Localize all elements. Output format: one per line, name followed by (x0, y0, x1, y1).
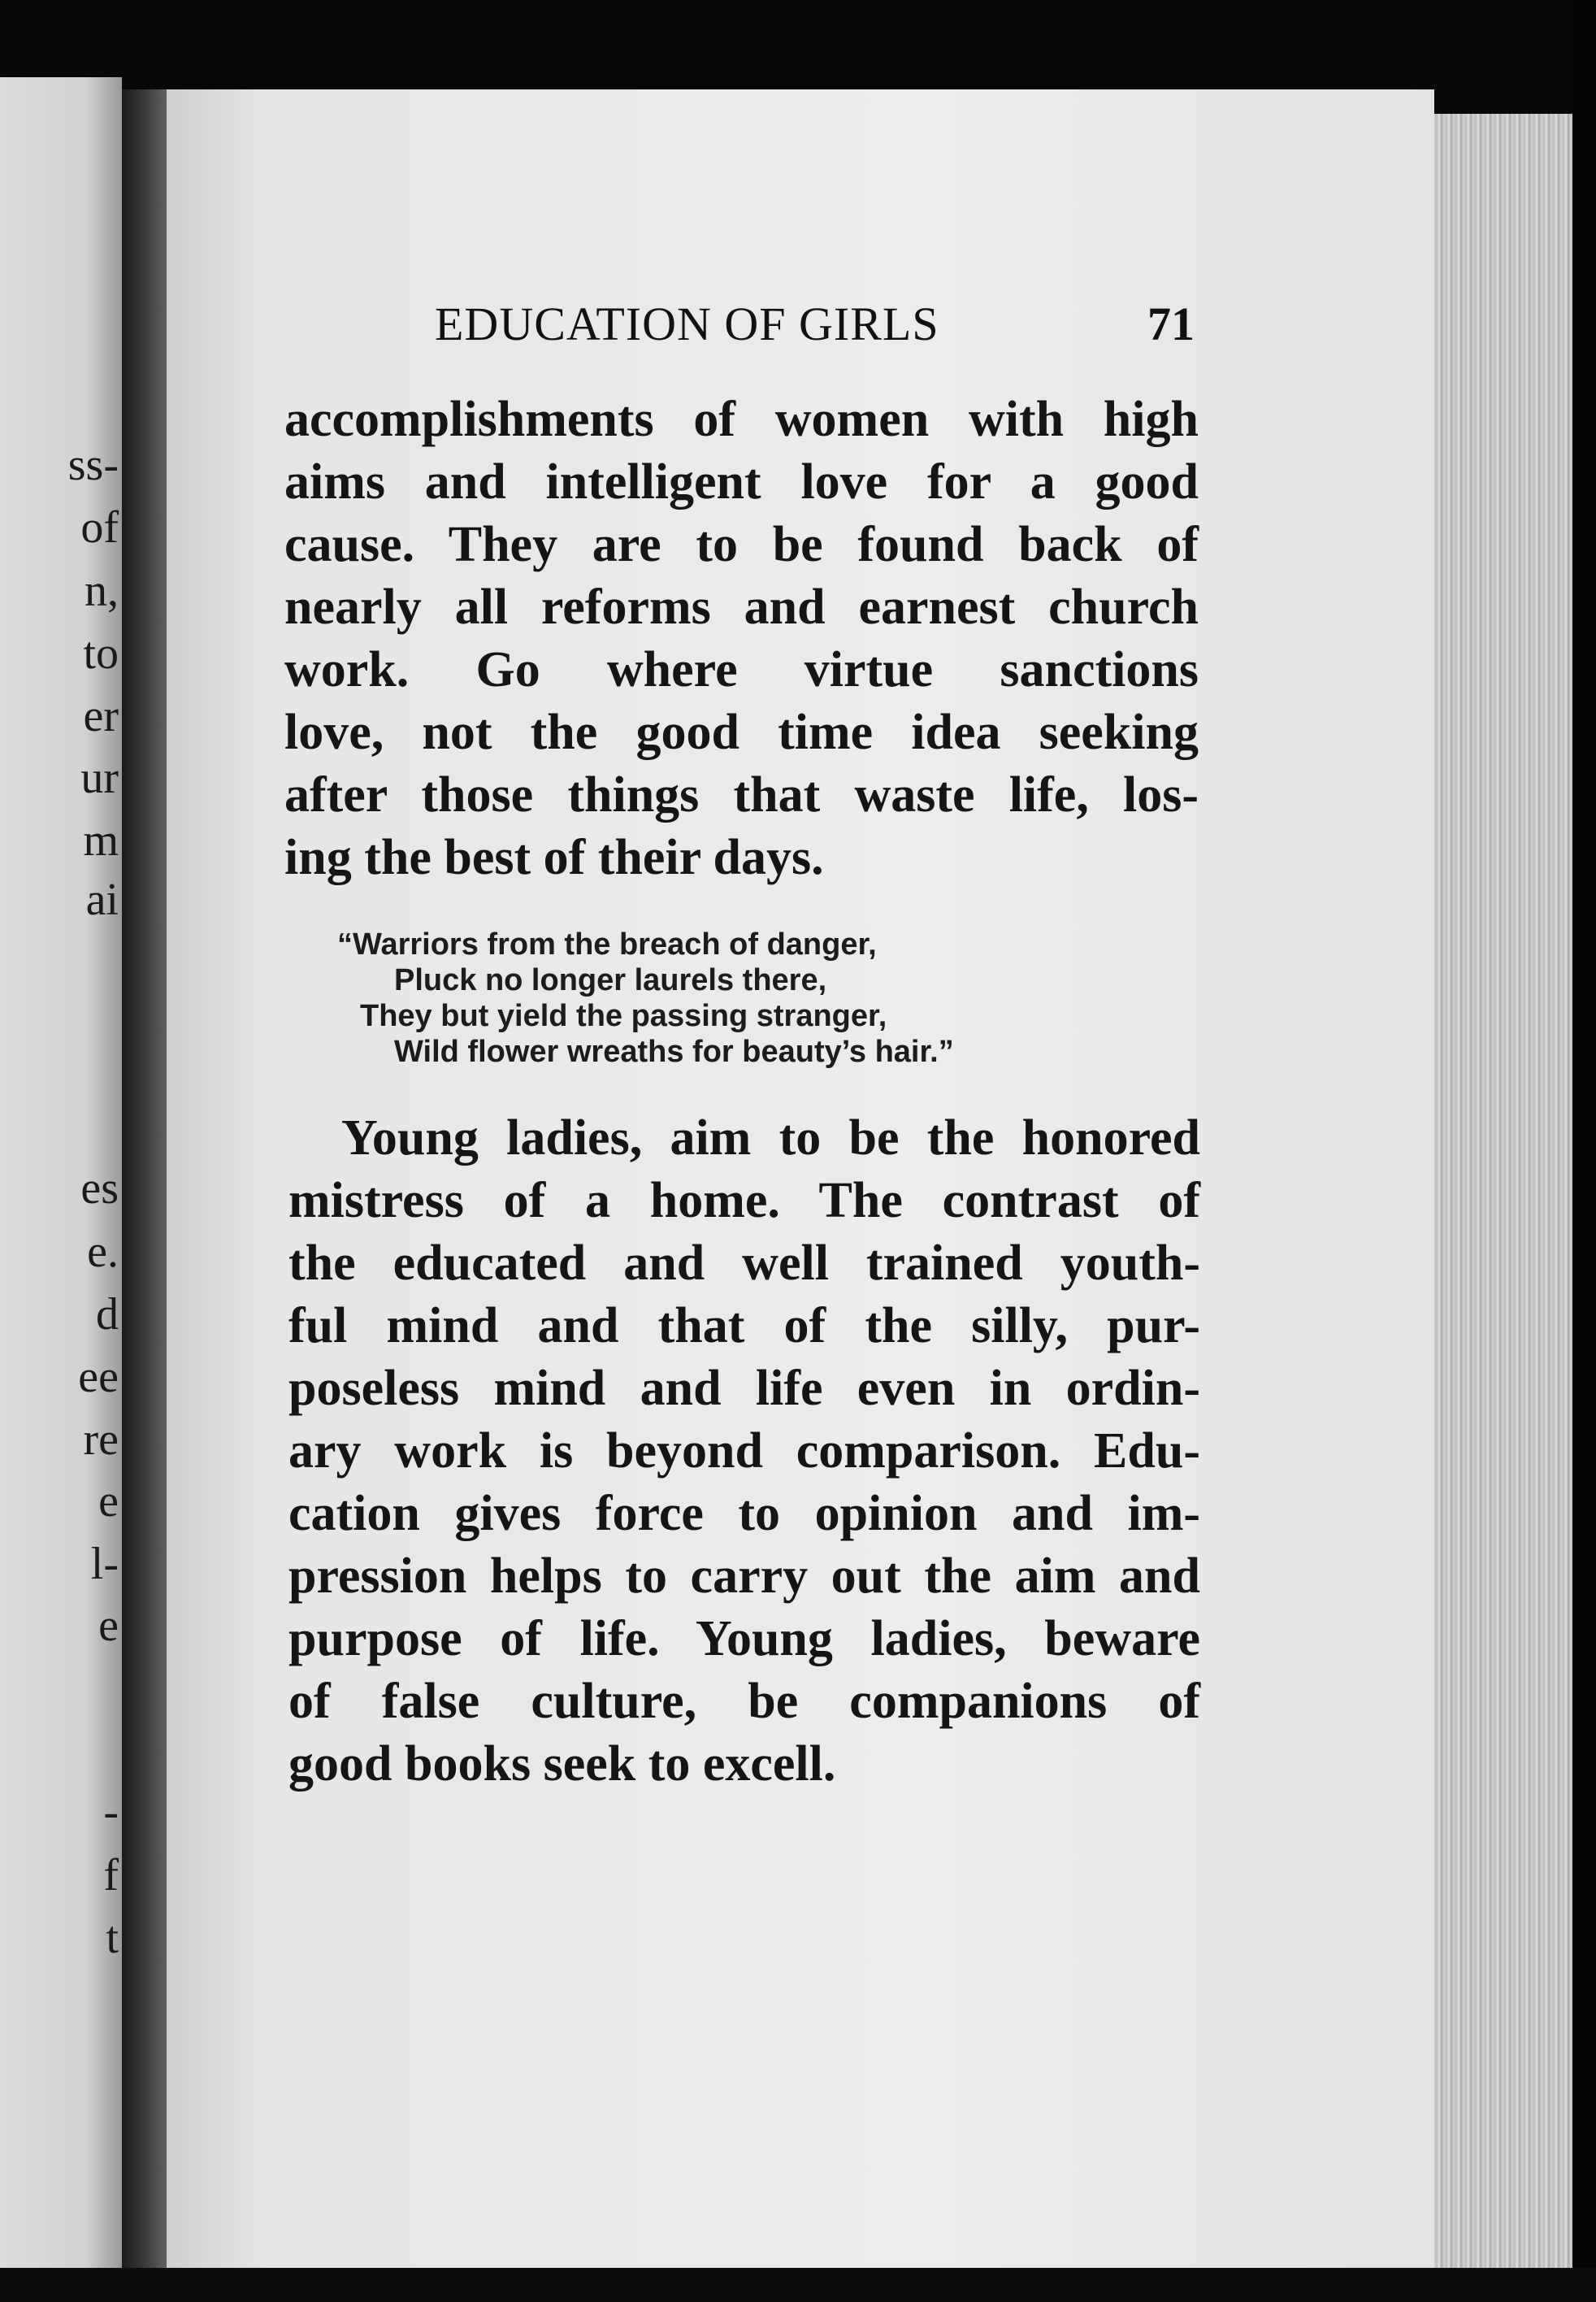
text-line: aims and intelligent love for a good (284, 454, 1199, 510)
text-line: mistress of a home. The contrast of (288, 1173, 1200, 1228)
text-line: of false culture, be companions of (288, 1674, 1200, 1729)
left-page-fragment: n, (85, 566, 119, 616)
left-page-fragment: e (98, 1476, 119, 1527)
scan-bottom-border (0, 2268, 1596, 2302)
text-line: poseless mind and life even in ordin- (288, 1361, 1200, 1416)
text-line: ary work is beyond comparison. Edu- (288, 1423, 1200, 1479)
text-line: after those things that waste life, los- (284, 767, 1199, 823)
poem-line: “Warriors from the breach of danger, (337, 927, 877, 962)
left-page-fragment: - (103, 1787, 119, 1837)
poem-line: Wild flower wreaths for beauty’s hair.” (394, 1035, 954, 1069)
text-line: love, not the good time idea seeking (284, 705, 1199, 760)
paragraph-1 (284, 389, 1199, 889)
previous-page-edge (0, 77, 122, 2272)
text-line: work. Go where virtue sanctions (284, 642, 1199, 697)
text-line: purpose of life. Young ladies, beware (288, 1611, 1200, 1666)
text-line: the educated and well trained youth- (288, 1236, 1200, 1291)
page-number: 71 (1147, 298, 1195, 350)
left-page-fragment: d (96, 1289, 119, 1340)
left-page-fragment: e (98, 1601, 119, 1651)
left-page-fragment: of (80, 502, 119, 553)
left-page-fragment: ai (85, 875, 119, 925)
text-line: accomplishments of women with high (284, 392, 1199, 447)
book-fore-edge (1434, 114, 1572, 2284)
left-page-fragment: m (83, 815, 119, 866)
left-page-fragment: to (83, 628, 119, 679)
text-line: nearly all reforms and earnest church (284, 580, 1199, 635)
text-line: Young ladies, aim to be the honored (341, 1110, 1200, 1166)
text-line: ing the best of their days. (284, 830, 824, 885)
text-line: good books seek to excell. (288, 1736, 836, 1792)
left-page-fragment: es (80, 1163, 119, 1214)
left-page-fragment: f (103, 1850, 119, 1900)
poem-quotation (337, 927, 954, 1070)
left-page-fragment: re (83, 1414, 119, 1465)
text-line: ful mind and that of the silly, pur- (288, 1298, 1200, 1353)
paragraph-2 (288, 1107, 1200, 1796)
left-page-fragment: e. (87, 1227, 119, 1277)
poem-line: They but yield the passing stranger, (360, 999, 887, 1033)
running-title: EDUCATION OF GIRLS (435, 298, 939, 350)
left-page-fragment: l- (90, 1539, 119, 1589)
left-page-fragment: ee (78, 1352, 119, 1402)
text-line: pression helps to carry out the aim and (288, 1548, 1200, 1604)
scan-right-border (1572, 0, 1596, 2302)
text-line: cause. They are to be found back of (284, 517, 1199, 572)
left-page-fragment: t (106, 1913, 119, 1963)
left-page-fragment: er (83, 691, 119, 741)
text-line: cation gives force to opinion and im- (288, 1486, 1200, 1541)
left-page-fragment: ss- (67, 440, 119, 490)
left-page-fragment: ur (80, 753, 119, 803)
poem-line: Pluck no longer laurels there, (394, 963, 827, 997)
